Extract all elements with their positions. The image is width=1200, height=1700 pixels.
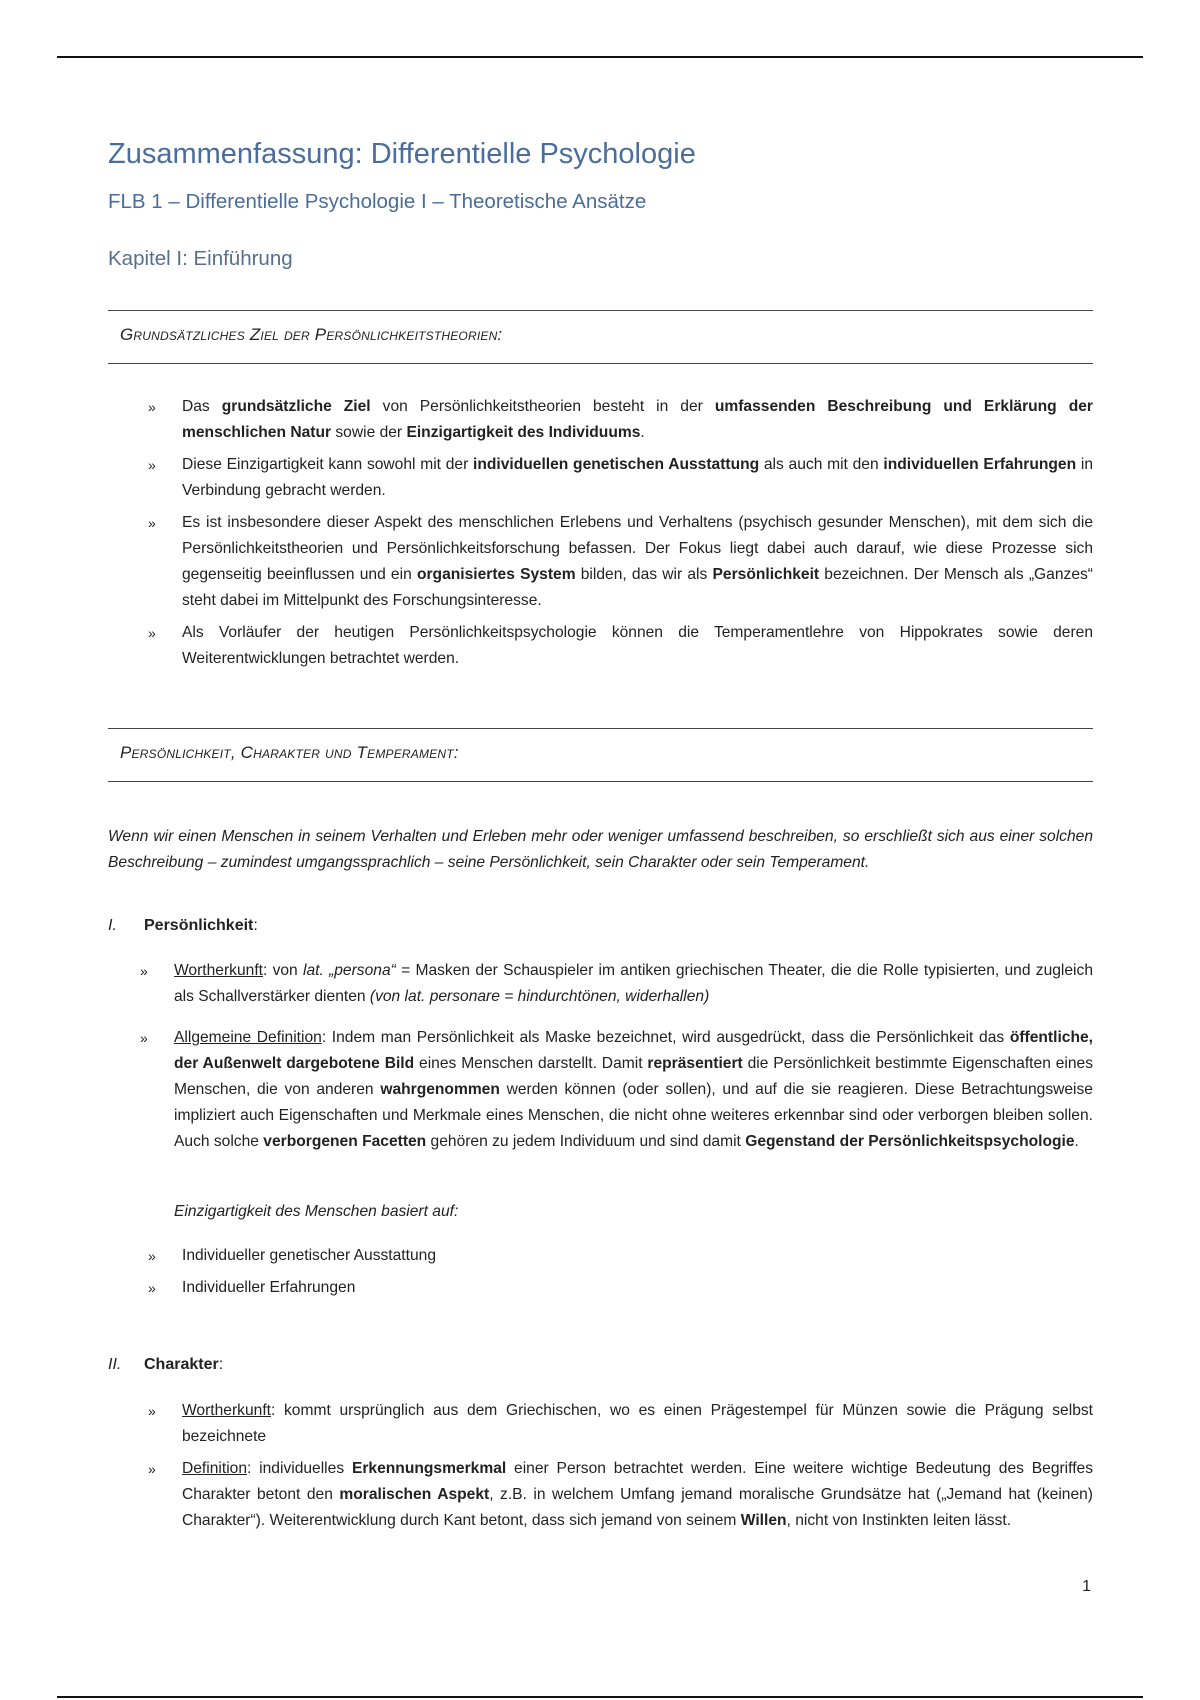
bullet-marker: » xyxy=(148,1280,156,1296)
einzigartigkeit-label: Einzigartigkeit des Menschen basiert auf: xyxy=(174,1203,459,1220)
list-item: » Allgemeine Definition: Indem man Persönlichkeit als Maske bezeichnet, wird ausgedrückt, dass die Persönlichkeit das öffentliche, der Außenwelt dargebotene Bild eines Menschen darstellt. Damit repräsentiert die Persönlichkeit bestimmte Eigenschaften eines Menschen, die von anderen wahrgenommen werden können (oder sollen), und auf die sie reagieren. Diese Betrachtungsweise impliziert auch Eigenschaften und Merkmale eines Menschen, die nicht ohne weiteres erkennbar sind oder verborgen bleiben sollen. Auch solche verborgenen Facetten gehören zu jedem Individuum und sind damit Gegenstand der Persönlichkeitspsychologie. xyxy=(174,1025,1093,1155)
list-item-text: Individueller Erfahrungen xyxy=(182,1279,356,1296)
list-item-text: Individueller genetischer Ausstattung xyxy=(182,1247,436,1264)
bullet-marker: » xyxy=(148,625,156,641)
document-title: Zusammenfassung: Differentielle Psychologie xyxy=(108,138,696,170)
subsection-title: Persönlichkeit xyxy=(144,917,254,934)
list-item: » Es ist insbesondere dieser Aspekt des menschlichen Erlebens und Verhaltens (psychisch gesunder Menschen), mit dem sich die Persönlichkeitstheorien und Persönlichkeitsforschung befassen. Der Fokus liegt dabei auch darauf, wie diese Prozesse sich gegenseitig beeinflussen und ein organisiertes System bilden, das wir als Persönlichkeit bezeichnen. Der Mensch als „Ganzes“ steht dabei im Mittelpunkt des Forschungsinteresse. xyxy=(182,510,1093,614)
charakter-wortherkunft xyxy=(148,1398,1093,1450)
list-item: » Wortherkunft: von lat. „persona“ = Masken der Schauspieler im antiken griechischen Theater, die die Rolle typisierten, und zugleich als Schallverstärker dienten (von lat. personare = hindurchtönen, widerhallen) xyxy=(174,958,1093,1010)
bullet-marker: » xyxy=(140,963,148,979)
bullet-marker: » xyxy=(148,1403,156,1419)
section-heading-persoenlichkeit xyxy=(108,728,1093,782)
page-number: 1 xyxy=(1082,1578,1091,1595)
bullet-marker: » xyxy=(148,1248,156,1264)
chapter-heading: Kapitel I: Einführung xyxy=(108,247,293,270)
roman-numeral: II. xyxy=(108,1356,122,1373)
list-item: » Wortherkunft: kommt ursprünglich aus dem Griechischen, wo es einen Prägestempel für Münzen sowie die Prägung selbst bezeichnete xyxy=(182,1398,1093,1450)
bullet-marker: » xyxy=(140,1030,148,1046)
section-heading-ziel xyxy=(108,310,1093,364)
bullet-marker: » xyxy=(148,457,156,473)
intro-paragraph: Wenn wir einen Menschen in seinem Verhalten und Erleben mehr oder weniger umfassend beschreiben, so erschließt sich aus einer solchen Beschreibung – zumindest umgangssprachlich – seine Persönlichkeit, sein Charakter oder sein Temperament. xyxy=(108,828,1093,871)
ziel-bullet-list xyxy=(148,394,1093,672)
einzigartigkeit-list xyxy=(148,1243,1093,1301)
section-heading-ziel-text: Grundsätzliches Ziel der Persönlichkeitstheorien: xyxy=(120,325,503,344)
bullet-marker: » xyxy=(148,399,156,415)
section-heading-persoenlichkeit-text: Persönlichkeit, Charakter und Temperament: xyxy=(120,743,459,762)
roman-numeral: I. xyxy=(108,917,117,934)
charakter-definition xyxy=(148,1456,1094,1534)
subsection-title: Charakter xyxy=(144,1356,219,1373)
persoenlichkeit-definition xyxy=(140,1025,1094,1155)
bullet-marker: » xyxy=(148,1461,156,1477)
list-item xyxy=(148,1275,1093,1301)
document-subtitle: FLB 1 – Differentielle Psychologie I – Theoretische Ansätze xyxy=(108,190,647,213)
subsection-persoenlichkeit: I. Persönlichkeit: xyxy=(108,917,258,934)
subsection-charakter: II. Charakter: xyxy=(108,1356,224,1373)
bullet-marker: » xyxy=(148,515,156,531)
list-item: » Diese Einzigartigkeit kann sowohl mit der individuellen genetischen Ausstattung als auch mit den individuellen Erfahrungen in Verbindung gebracht werden. xyxy=(182,452,1093,504)
list-item: » Das grundsätzliche Ziel von Persönlichkeitstheorien besteht in der umfassenden Beschreibung und Erklärung der menschlichen Natur sowie der Einzigartigkeit des Individuums. xyxy=(182,394,1093,446)
list-item: » Als Vorläufer der heutigen Persönlichkeitspsychologie können die Temperamentlehre von Hippokrates sowie deren Weiterentwicklungen betrachtet werden. xyxy=(182,620,1093,672)
persoenlichkeit-wortherkunft xyxy=(140,958,1093,1010)
list-item: » Definition: individuelles Erkennungsmerkmal einer Person betrachtet werden. Eine weitere wichtige Bedeutung des Begriffes Charakter betont den moralischen Aspekt, z.B. in welchem Umfang jemand moralische Grundsätze hat („Jemand hat (keinen) Charakter“). Weiterentwicklung durch Kant betont, dass sich jemand von seinem Willen, nicht von Instinkten leiten lässt. xyxy=(182,1456,1093,1534)
list-item xyxy=(148,1243,1093,1269)
top-rule xyxy=(57,56,1143,58)
bottom-rule xyxy=(57,1696,1143,1698)
